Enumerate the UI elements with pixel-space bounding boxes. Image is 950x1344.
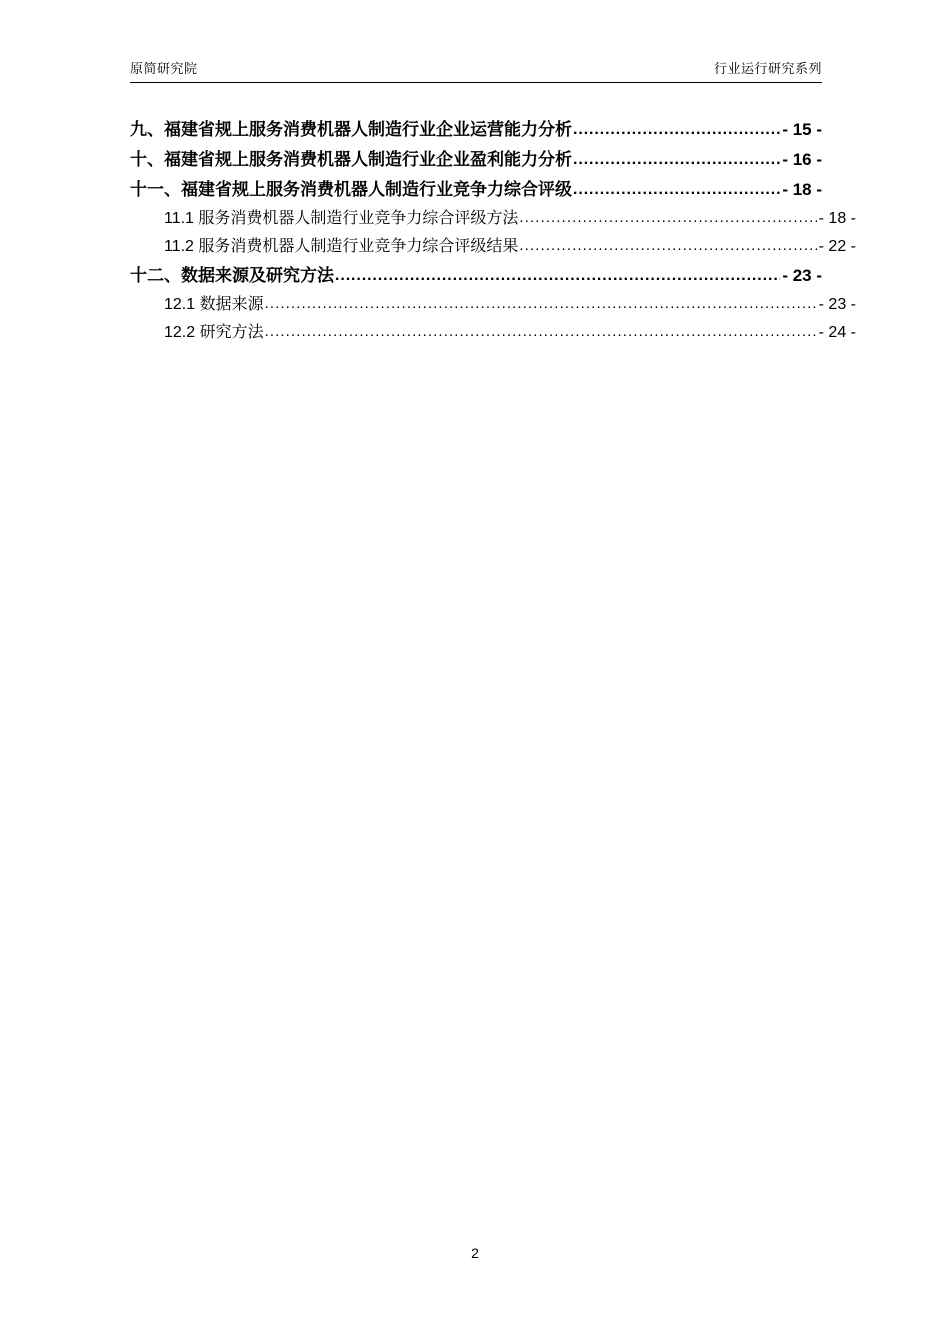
toc-entry-title: 12.1 数据来源 <box>164 296 264 313</box>
toc-entry[interactable] <box>130 115 822 145</box>
toc-leader-dots <box>573 115 780 144</box>
page-header <box>130 58 822 83</box>
toc-entry-title: 十、福建省规上服务消费机器人制造行业企业盈利能力分析 <box>130 150 572 169</box>
toc-entry-title: 十一、福建省规上服务消费机器人制造行业竞争力综合评级 <box>130 180 572 199</box>
toc-entry-title: 11.2 服务消费机器人制造行业竞争力综合评级结果 <box>164 238 519 255</box>
toc-leader-dots <box>519 232 816 260</box>
footer-page-number: 2 <box>471 1245 479 1261</box>
header-series: 行业运行研究系列 <box>713 61 822 76</box>
toc-entry-page: - 23 - <box>818 296 856 313</box>
toc-leader-dots <box>573 175 780 204</box>
toc-entry-title: 12.2 研究方法 <box>164 324 264 341</box>
toc-entry-page: - 18 - <box>818 210 856 227</box>
toc-entry-page: - 24 - <box>818 324 856 341</box>
toc-entry[interactable] <box>130 319 856 347</box>
toc-leader-dots <box>265 318 817 346</box>
toc-entry[interactable] <box>130 145 822 175</box>
toc-entry-page: - 23 - <box>782 266 822 285</box>
toc-entry-page: - 16 - <box>782 150 822 169</box>
toc-entry-title: 十二、数据来源及研究方法 <box>130 266 334 285</box>
toc-entry[interactable] <box>130 175 822 205</box>
header-institution: 原简研究院 <box>130 61 198 76</box>
toc-entry-title: 九、福建省规上服务消费机器人制造行业企业运营能力分析 <box>130 120 572 139</box>
toc-entry-page: - 18 - <box>782 180 822 199</box>
toc-leader-dots <box>335 261 780 290</box>
toc-entry[interactable] <box>130 291 856 319</box>
toc-entry-page: - 15 - <box>782 120 822 139</box>
toc-leader-dots <box>573 145 780 174</box>
toc-entry[interactable] <box>130 233 856 261</box>
page-footer <box>0 1245 950 1261</box>
toc-leader-dots <box>519 204 816 232</box>
toc-entry-page: - 22 - <box>818 238 856 255</box>
toc-entry-title: 11.1 服务消费机器人制造行业竞争力综合评级方法 <box>164 210 519 227</box>
table-of-contents <box>130 115 856 347</box>
toc-entry[interactable] <box>130 205 856 233</box>
toc-leader-dots <box>265 290 817 318</box>
toc-entry[interactable] <box>130 261 822 291</box>
